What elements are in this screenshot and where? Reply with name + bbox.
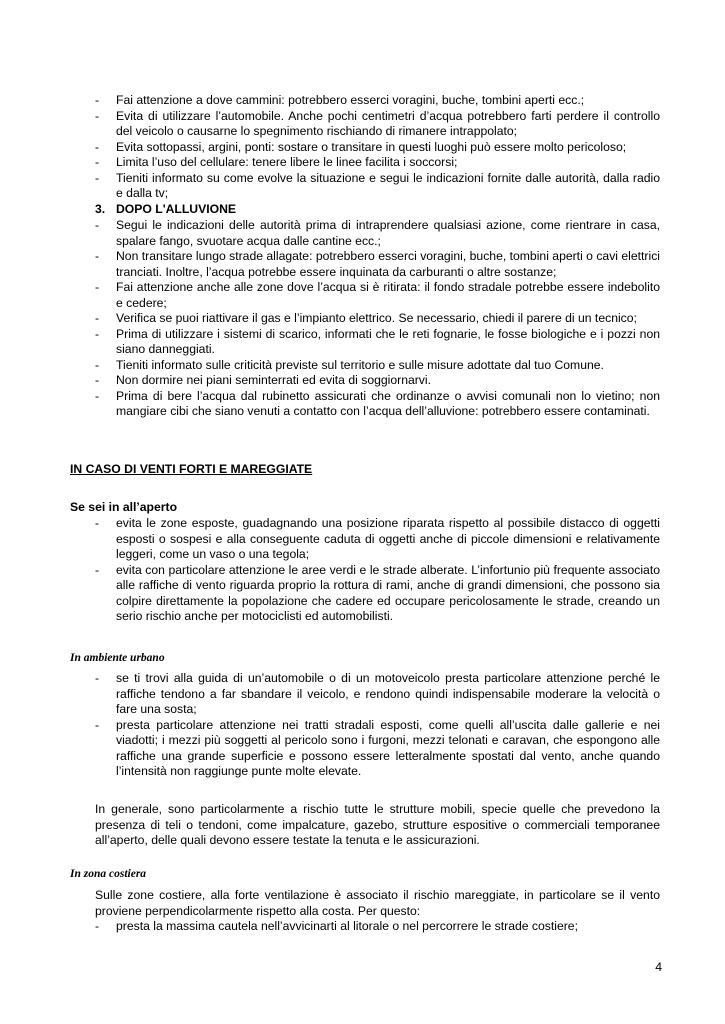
coast-list — [95, 919, 660, 935]
urban-heading: In ambiente urbano — [70, 652, 165, 664]
list-item: - Limita l’uso del cellulare: tenere libere le linee facilita i soccorsi; — [95, 155, 660, 171]
urban-list — [95, 671, 660, 780]
wind-section-title: IN CASO DI VENTI FORTI E MAREGGIATE — [70, 462, 313, 476]
list-item: - Prima di bere l’acqua dal rubinetto assicurati che ordinanze o avvisi comunali non lo vietino; non mangiare cibi che siano venuti a contatto con l’acqua dell’alluvione: potrebbero essere contaminati. — [95, 389, 660, 420]
coast-heading: In zona costiera — [70, 868, 147, 880]
list-item: - Tieniti informato sulle criticità previste sul territorio e sulle misure adottate dal tuo Comune. — [95, 358, 660, 374]
outdoor-list — [95, 516, 660, 625]
list-item: - Verifica se puoi riattivare il gas e l’impianto elettrico. Se necessario, chiedi il parere di un tecnico; — [95, 311, 660, 327]
list-item: - Evita di utilizzare l’automobile. Anche pochi centimetri d’acqua potrebbero farti perdere il controllo del veicolo o causarne lo spegnimento rischiando di rimanere intrappolato; — [95, 109, 660, 140]
list-item: - se ti trovi alla guida di un’automobile o di un motoveicolo presta particolare attenzione perché le raffiche tendono a far sbandare il veicolo, e rendono quindi indispensabile moderare la velocità o fare una sosta; — [95, 671, 660, 718]
list-item: - Segui le indicazioni delle autorità prima di intraprendere qualsiasi azione, come rientrare in casa, spalare fango, svuotare acqua dalle cantine ecc.; — [95, 218, 660, 249]
list-item: - Fai attenzione a dove cammini: potrebbero esserci voragini, buche, tombini aperti ecc.; — [95, 93, 660, 109]
list-item: - evita le zone esposte, guadagnando una posizione riparata rispetto al possibile distacco di oggetti esposti o sospesi e alla conseguente caduta di oggetti anche di piccole dimensioni e relativamente leggeri, come un vaso o una tegola; — [95, 516, 660, 563]
list-item: - Tieniti informato su come evolve la situazione e segui le indicazioni fornite dalle autorità, dalla radio e dalla tv; — [95, 171, 660, 202]
outdoor-heading: Se sei in all’aperto — [70, 500, 178, 514]
list-item: - Non dormire nei piani seminterrati ed evita di soggiornarvi. — [95, 373, 660, 389]
heading-title: DOPO L'ALLUVIONE — [116, 202, 237, 216]
urban-paragraph: In generale, sono particolarmente a rischio tutte le strutture mobili, specie quelle che prevedono la presenza di teli o tendoni, come impalcature, gazebo, strutture espositive o commerciali temporanee all’aperto, delle quali devono essere testate la tenuta e le assicurazioni. — [95, 802, 660, 847]
list-item: - Evita sottopassi, argini, ponti: sostare o transitare in questi luoghi può essere molto pericoloso; — [95, 140, 660, 156]
after-flood-list — [95, 218, 660, 420]
after-flood-heading — [95, 202, 660, 218]
list-item: - Prima di utilizzare i sistemi di scarico, informati che le reti fognarie, le fosse biologiche e i pozzi non siano danneggiati. — [95, 327, 660, 358]
heading-number: 3. — [95, 202, 106, 216]
coast-paragraph: Sulle zone costiere, alla forte ventilazione è associato il rischio mareggiate, in particolare se il vento proviene perpendicolarmente rispetto alla costa. Per questo: — [95, 888, 660, 918]
list-item: - Fai attenzione anche alle zone dove l’acqua si è ritirata: il fondo stradale potrebbe essere indebolito e cedere; — [95, 280, 660, 311]
list-item: - presta particolare attenzione nei tratti stradali esposti, come quelli all’uscita dalle gallerie e nei viadotti; i mezzi più soggetti al pericolo sono i furgoni, mezzi telonati e caravan, che espongono alle raffiche una grande superficie e possono essere letteralmente spostati dal vento, anche quando l’intensità non raggiunge punte molte elevate. — [95, 718, 660, 780]
page-number: 4 — [655, 960, 662, 974]
flood-precautions-list — [95, 93, 660, 202]
list-item: - presta la massima cautela nell’avvicinarti al litorale o nel percorrere le strade costiere; — [95, 919, 660, 935]
list-item: - evita con particolare attenzione le aree verdi e le strade alberate. L’infortunio più frequente associato alle raffiche di vento riguarda proprio la rottura di rami, anche di grandi dimensioni, che possono sia colpire direttamente la popolazione che cadere ed occupare pericolosamente le strade, creando un serio rischio anche per motociclisti ed automobilisti. — [95, 563, 660, 625]
list-item: - Non transitare lungo strade allagate: potrebbero esserci voragini, buche, tombini aperti o cavi elettrici tranciati. Inoltre, l’acqua potrebbe essere inquinata da carburanti o altre sostanze; — [95, 249, 660, 280]
